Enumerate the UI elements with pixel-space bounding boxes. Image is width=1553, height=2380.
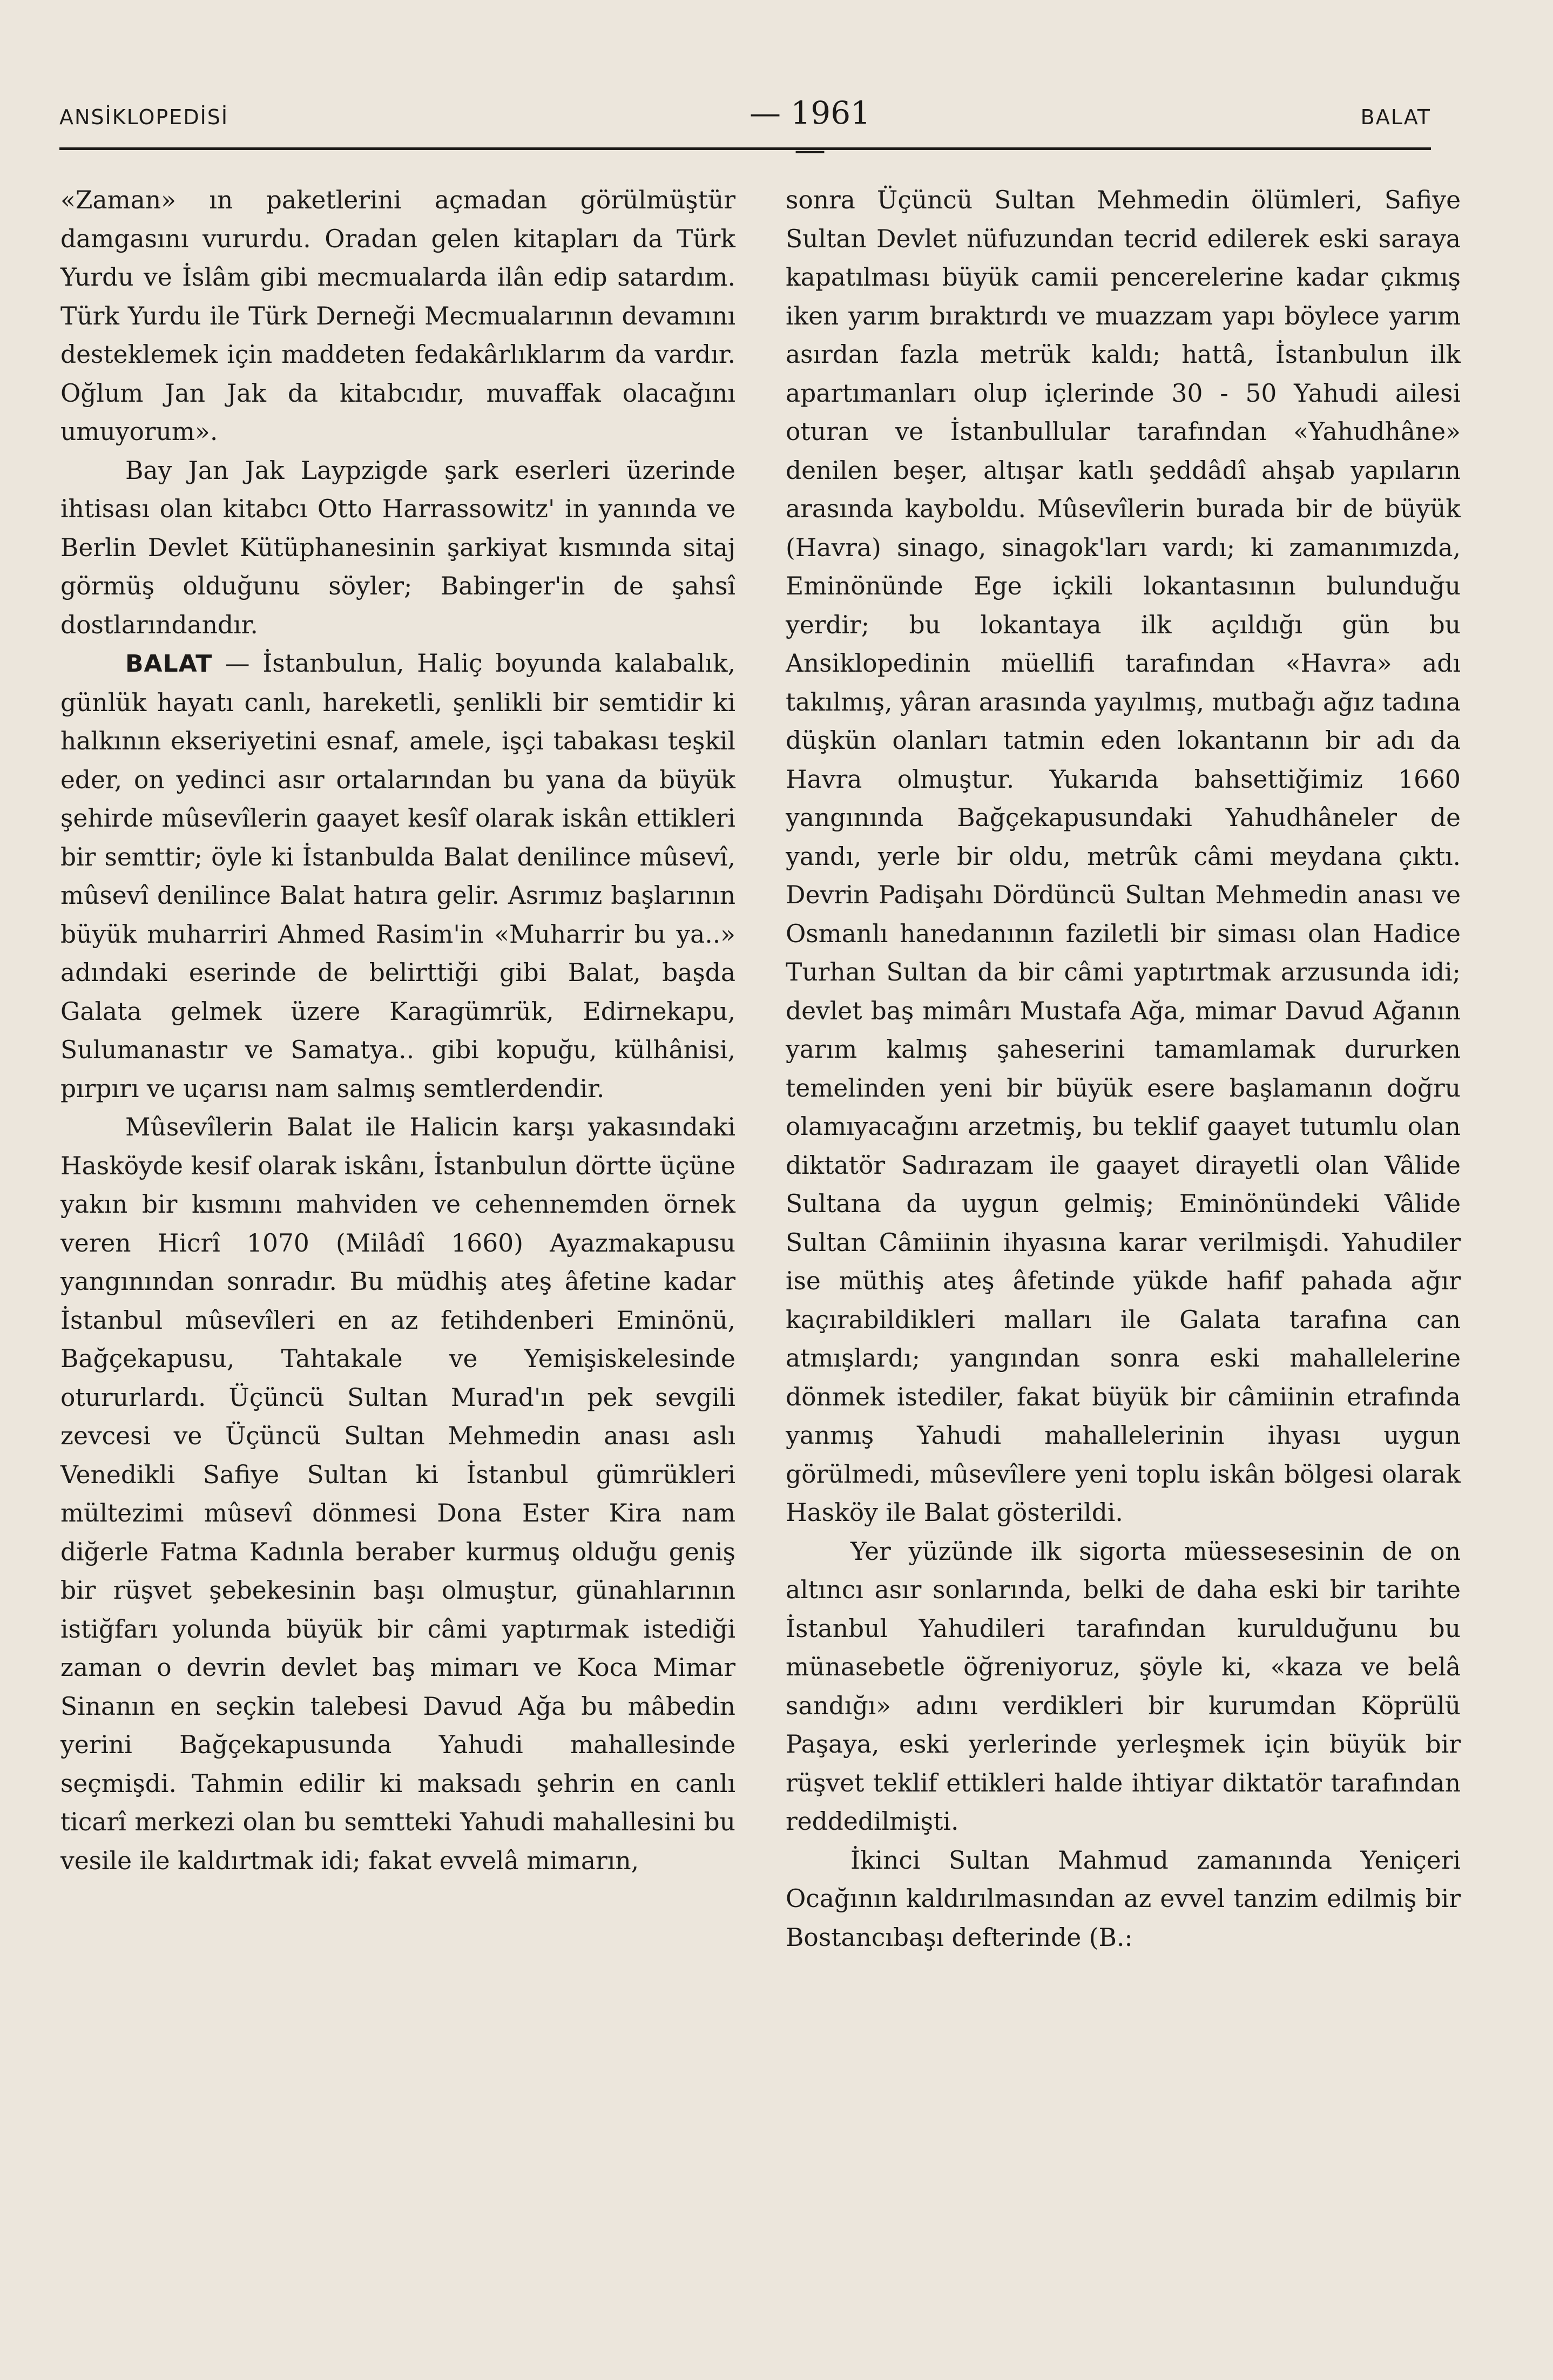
running-head-left: ANSİKLOPEDİSİ [59,105,229,129]
page-header [59,94,1431,168]
right-column [786,181,1461,1957]
paragraph: Bay Jan Jak Laypzigde şark eserleri üzerinde ihtisası olan kitabcı Otto Harrassowitz' in yanında ve Berlin Devlet Kütüphanesinin şarkiyat kısmında sitaj görmüş olduğunu söyler; Babinger'in de şahsî dostlarındandır. [60,456,735,639]
page-number: — 1961 — [749,94,871,168]
paragraph: sonra Üçüncü Sultan Mehmedin ölümleri, Safiye Sultan Devlet nüfuzundan tecrid edilerek eski saraya kapatılması büyük camii pencerelerine kadar çıkmış iken yarım bıraktırdı ve muazzam yapı böylece yarım asırdan fazla metrük kaldı; hattâ, İstanbulun ilk apartımanları olup içlerinde 30 - 50 Yahudi ailesi oturan ve İstanbullular tarafından «Yahudhâne» denilen beşer, altışar katlı şeddâdî ahşab yapıların arasında kayboldu. Mûsevîlerin burada bir de büyük (Havra) sinago, sinagok'ları vardı; ki zamanımızda, Eminönünde Ege içkili lokantasının bulunduğu yerdir; bu lokantaya ilk açıldığı gün bu Ansiklopedinin müellifi tarafından «Havra» adı takılmış, yâran arasında yayılmış, mutbağı ağız tadına düşkün olanları tatmin eden lokantanın bir adı da Havra olmuştur. Yukarıda bahsettiğimiz 1660 yangınında Bağçekapusundaki Yahudhâneler de yandı, yerle bir oldu, metrûk câmi meydana çıktı. Devrin Padişahı Dördüncü Sultan Mehmedin anası ve Osmanlı hanedanının faziletli bir siması olan Hadice Turhan Sultan da bir câmi yaptırtmak arzusunda idi; devlet baş mimârı Mustafa Ağa, mimar Davud Ağanın yarım kalmış şaheserini tamamlamak dururken temelinden yeni bir büyük esere başlamanın doğru olamıyacağını arzetmiş, bu teklif gaayet tutumlu olan diktatör Sadırazam ile gaayet dirayetli olan Vâlide Sultana da uygun gelmiş; Eminönündeki Vâlide Sultan Câmiinin ihyasına karar verilmişdi. Yahudiler ise müthiş ateş âfetinde yükde hafif pahada ağır kaçırabildikleri malları ile Galata tarafına can atmışlardı; yangından sonra eski mahallelerine dönmek istediler, fakat büyük bir câmiinin etrafında yanmış Yahudi mahallelerinin ihyası uygun görülmedi, mûsevîlere yeni toplu iskân bölgesi olarak Hasköy ile Balat gösterildi. [786,186,1461,1527]
entry-heading: BALAT [125,650,213,678]
paragraph: «Zaman» ın paketlerini açmadan görülmüştür damgasını vururdu. Oradan gelen kitapları da Türk Yurdu ve İslâm gibi mecmualarda ilân edip satardım. Türk Yurdu ile Türk Derneği Mecmualarının devamını desteklemek için maddeten fedakârlıklarım da vardır. Oğlum Jan Jak da kitabcıdır, muvaffak olacağını umuyorum». [60,186,735,446]
entry-text: — İstanbulun, Haliç boyunda kalabalık, günlük hayatı canlı, hareketli, şenlikli bir semtidir ki halkının ekseriyetini esnaf, amele, işçi tabakası teşkil eder, on yedinci asır ortalarından bu yana da büyük şehirde mûsevîlerin gaayet kesîf olarak iskân ettikleri bir semttir; öyle ki İstanbulda Balat denilince mûsevî, mûsevî denilince Balat hatıra gelir. Asrımız başlarının büyük muharriri Ahmed Rasim'in «Muharrir bu ya..» adındaki eserinde de belirttiği gibi Balat, başda Galata gelmek üzere Karagümrük, Edirnekapu, Sulumanastır ve Samatya.. gibi kopuğu, külhânisi, pırpırı ve uçarısı nam salmış semtlerdendir. [60,649,735,1103]
paragraph: İkinci Sultan Mahmud zamanında Yeniçeri Ocağının kaldırılmasından az evvel tanzim edilmiş bir Bostancıbaşı defterinde (B.: [786,1845,1461,1952]
entry-paragraph [60,644,735,1108]
left-column [60,181,735,1880]
paragraph: Mûsevîlerin Balat ile Halicin karşı yakasındaki Hasköyde kesif olarak iskânı, İstanbulun dörtte üçüne yakın bir kısmını mahviden ve cehennemden örnek veren Hicrî 1070 (Milâdî 1660) Ayazmakapusu yangınından sonradır. Bu müdhiş ateş âfetine kadar İstanbul mûsevîleri en az fetihdenberi Eminönü, Bağçekapusu, Tahtakale ve Yemişiskelesinde otururlardı. Üçüncü Sultan Murad'ın pek sevgili zevcesi ve Üçüncü Sultan Mehmedin anası aslı Venedikli Safiye Sultan ki İstanbul gümrükleri mültezimi mûsevî dönmesi Dona Ester Kira nam diğerle Fatma Kadınla beraber kurmuş olduğu geniş bir rüşvet şebekesinin başı olmuştur, günahlarının istiğfarı yolunda büyük bir câmi yaptırmak istediği zaman o devrin devlet baş mimarı ve Koca Mimar Sinanın en seçkin talebesi Davud Ağa bu mâbedin yerini Bağçekapusunda Yahudi mahallesinde seçmişdi. Tahmin edilir ki maksadı şehrin en canlı ticarî merkezi olan bu semtteki Yahudi mahallesini bu vesile ile kaldırtmak idi; fakat evvelâ mimarın, [60,1113,735,1875]
running-head-right: BALAT [1360,105,1431,129]
header-rule [59,147,1431,150]
paragraph: Yer yüzünde ilk sigorta müessesesinin de on altıncı asır sonlarında, belki de daha eski bir tarihte İstanbul Yahudileri tarafından kurulduğunu bu münasebetle öğreniyoruz, şöyle ki, «kaza ve belâ sandığı» adını verdikleri bir kurumdan Köprülü Paşaya, eski yerlerinde yerleşmek için büyük bir rüşvet teklif ettikleri halde ihtiyar diktatör tarafından reddedilmişti. [786,1537,1461,1836]
